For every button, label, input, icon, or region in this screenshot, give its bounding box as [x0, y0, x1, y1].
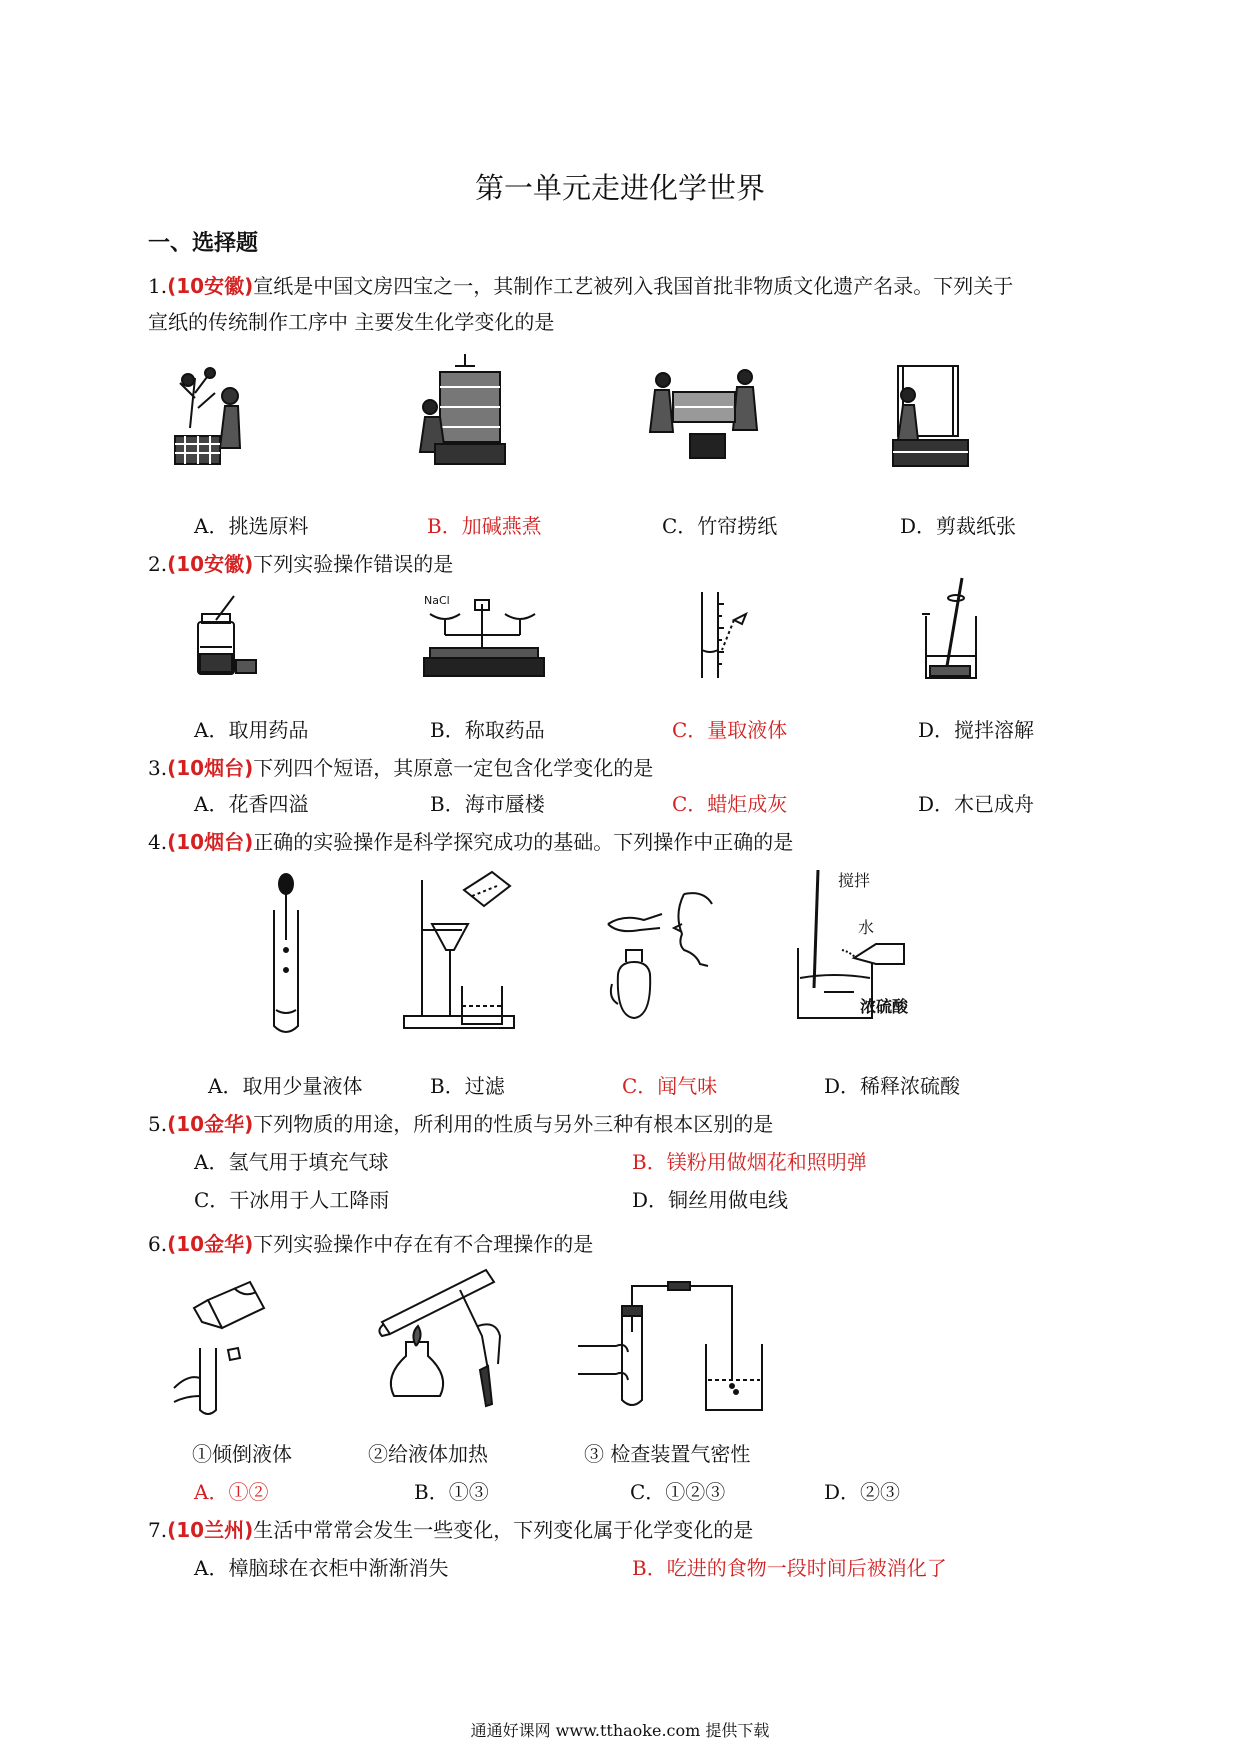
- question-text: 正确的实验操作是科学探究成功的基础。下列操作中正确的是: [253, 830, 794, 854]
- q6-option-b: B．①③: [414, 1480, 489, 1504]
- q4-option-c: C．闻气味: [622, 1074, 718, 1098]
- label-stir: 搅拌: [838, 871, 871, 890]
- q2-option-b: B．称取药品: [430, 718, 545, 742]
- illustration-smell-gas: [604, 884, 724, 1024]
- q6-caption-3: ③ 检查装置气密性: [584, 1442, 751, 1466]
- question-source: (10兰州): [167, 1518, 254, 1542]
- question-number: 2.: [148, 552, 168, 576]
- question-source: (10安徽): [167, 552, 254, 576]
- illustration-stirring-beaker: [918, 576, 988, 686]
- question-5-line1: [148, 1112, 773, 1136]
- q6-caption-2: ②给液体加热: [368, 1442, 488, 1466]
- question-number: 4.: [148, 830, 168, 854]
- illustration-alkali-boiling: [415, 352, 515, 468]
- q7-option-a: A．樟脑球在衣柜中渐渐消失: [194, 1556, 449, 1580]
- illustration-take-reagent: [194, 592, 264, 682]
- q2-option-c: C．量取液体: [672, 718, 788, 742]
- question-number: 7.: [148, 1518, 168, 1542]
- q2-option-d: D．搅拌溶解: [918, 718, 1035, 742]
- question-text: 下列实验操作中存在有不合理操作的是: [253, 1232, 594, 1256]
- label-concentrated-acid: 浓硫酸: [860, 997, 909, 1016]
- q2-option-a: A．取用药品: [194, 718, 309, 742]
- question-7-line1: [148, 1518, 753, 1542]
- q4-option-a: A．取用少量液体: [208, 1074, 363, 1098]
- illustration-dropper-test-tube: [266, 870, 306, 1040]
- q5-option-d: D．铜丝用做电线: [632, 1188, 789, 1212]
- question-1-line1: [148, 274, 1013, 298]
- question-1-line2: 宣纸的传统制作工序中 主要发生化学变化的是: [148, 310, 555, 334]
- question-text: 生活中常常会发生一些变化，下列变化属于化学变化的是: [253, 1518, 754, 1542]
- page-title: 第一单元走进化学世界: [474, 171, 765, 205]
- nacl-label: NaCl: [424, 594, 450, 607]
- illustration-filtration: [402, 866, 522, 1036]
- illustration-graduated-cylinder: [694, 590, 754, 682]
- question-source: (10烟台): [167, 756, 254, 780]
- illustration-balance: [420, 590, 550, 682]
- q5-option-a: A．氢气用于填充气球: [194, 1150, 389, 1174]
- illustration-heat-liquid: [370, 1266, 520, 1414]
- question-text: 下列物质的用途，所利用的性质与另外三种有根本区别的是: [253, 1112, 774, 1136]
- question-text: 下列四个短语，其原意一定包含化学变化的是: [253, 756, 654, 780]
- illustration-cut-paper: [878, 360, 978, 470]
- question-source: (10金华): [167, 1112, 254, 1136]
- section-heading: 一、选择题: [148, 231, 259, 256]
- q3-option-d: D．木已成舟: [918, 792, 1035, 816]
- q3-option-a: A．花香四溢: [194, 792, 309, 816]
- question-number: 3.: [148, 756, 168, 780]
- question-source: (10烟台): [167, 830, 254, 854]
- q6-caption-1: ①倾倒液体: [192, 1442, 292, 1466]
- q1-option-a: A．挑选原料: [194, 514, 309, 538]
- illustration-pour-liquid: [164, 1278, 284, 1418]
- q5-option-b: B．镁粉用做烟花和照明弹: [632, 1150, 867, 1174]
- question-3-line1: [148, 756, 653, 780]
- q6-option-d: D．②③: [824, 1480, 901, 1504]
- page-footer: 通通好课网 www.tthaoke.com 提供下载: [470, 1721, 770, 1740]
- q1-option-d: D．剪裁纸张: [900, 514, 1017, 538]
- label-water: 水: [858, 918, 875, 937]
- q4-option-b: B．过滤: [430, 1074, 505, 1098]
- question-6-line1: [148, 1232, 593, 1256]
- illustration-bamboo-scooping: [645, 362, 765, 462]
- q6-option-c: C．①②③: [630, 1480, 726, 1504]
- q1-option-c: C．竹帘捞纸: [662, 514, 778, 538]
- question-source: (10金华): [167, 1232, 254, 1256]
- question-4-line1: [148, 830, 793, 854]
- illustration-airtightness-check: [576, 1262, 806, 1414]
- question-number: 1.: [148, 274, 168, 298]
- question-text: 宣纸是中国文房四宝之一，其制作工艺被列入我国首批非物质文化遗产名录。下列关于: [253, 274, 1014, 298]
- question-number: 5.: [148, 1112, 168, 1136]
- q4-option-d: D．稀释浓硫酸: [824, 1074, 961, 1098]
- question-text: 下列实验操作错误的是: [253, 552, 454, 576]
- q1-option-b: B．加碱燕煮: [427, 514, 542, 538]
- q3-option-b: B．海市蜃楼: [430, 792, 545, 816]
- illustration-select-materials: [170, 358, 270, 468]
- question-number: 6.: [148, 1232, 168, 1256]
- q6-option-a: A．①②: [194, 1480, 269, 1504]
- q5-option-c: C．干冰用于人工降雨: [194, 1188, 390, 1212]
- q3-option-c: C．蜡炬成灰: [672, 792, 788, 816]
- question-source: (10安徽): [167, 274, 254, 298]
- question-2-line1: [148, 552, 453, 576]
- q7-option-b: B．吃进的食物一段时间后被消化了: [632, 1556, 947, 1580]
